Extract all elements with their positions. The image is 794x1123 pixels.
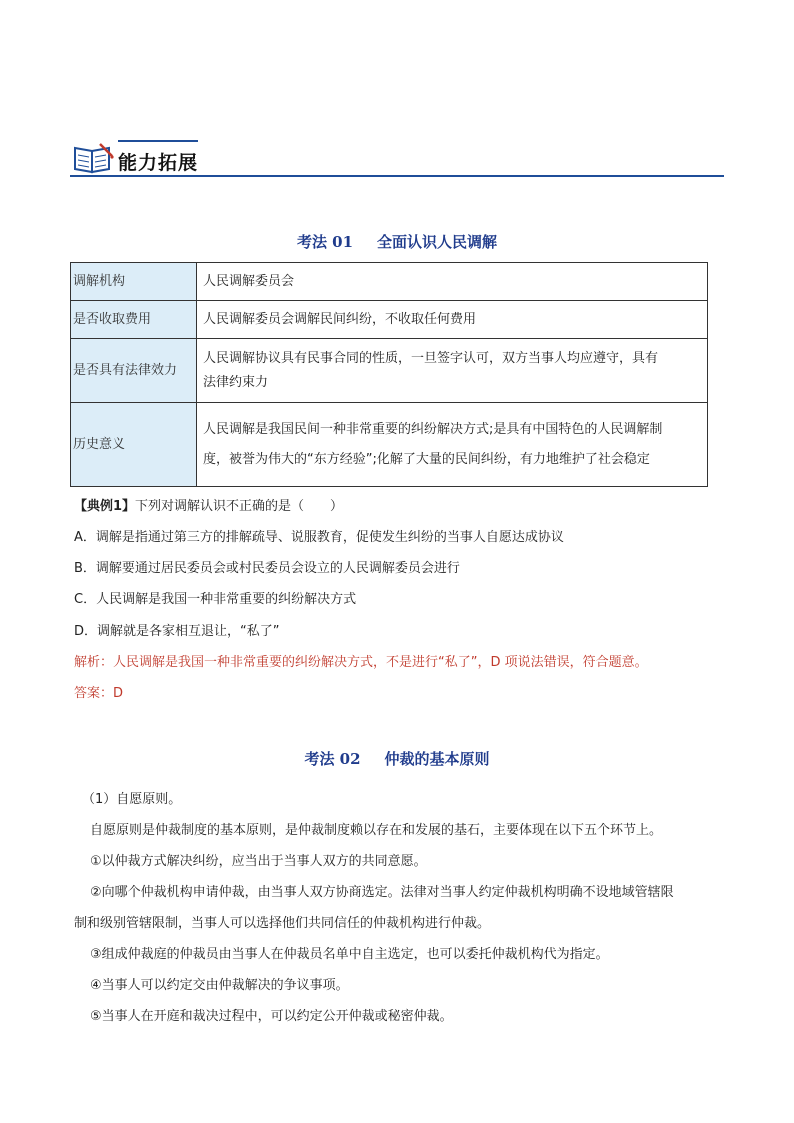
row-value-line: 人民调解协议具有民事合同的性质，一旦签字认可，双方当事人均应遵守，具有 xyxy=(203,350,659,366)
topic-number: 考法 02 xyxy=(304,750,361,768)
principle-item: ②向哪个仲裁机构申请仲裁，由当事人双方协商选定。法律对当事人约定仲裁机构明确不设地域管辖限 xyxy=(90,885,674,900)
principle-item: 制和级别管辖限制，当事人可以选择他们共同信任的仲裁机构进行仲裁。 xyxy=(74,916,491,931)
table-row xyxy=(71,403,708,487)
row-value xyxy=(197,263,708,301)
answer-text: 答案：D xyxy=(74,686,124,701)
section-header xyxy=(70,138,724,178)
book-icon xyxy=(72,142,116,174)
row-value xyxy=(197,339,708,403)
row-value-line: 人民调解委员会 xyxy=(203,273,295,289)
topic-number: 考法 01 xyxy=(296,233,354,251)
mediation-table xyxy=(70,262,708,487)
table-row xyxy=(71,263,708,301)
row-value-line: 法律约束力 xyxy=(203,374,269,390)
question-text: 下列对调解认识不正确的是（ ） xyxy=(135,499,344,514)
option-a: A．调解是指通过第三方的排解疏导、说服教育，促使发生纠纷的当事人自愿达成协议 xyxy=(74,530,564,545)
analysis-text: 解析：人民调解是我国一种非常重要的纠纷解决方式，不是进行“私了”，D 项说法错误，符合题意。 xyxy=(74,655,648,670)
topic-name: 仲裁的基本原则 xyxy=(384,750,490,768)
example-question xyxy=(74,495,343,514)
row-value xyxy=(197,301,708,339)
table-row xyxy=(71,339,708,403)
principle-item: ⑤当事人在开庭和裁决过程中，可以约定公开仲裁或秘密仲裁。 xyxy=(90,1009,453,1024)
option-c: C．人民调解是我国一种非常重要的纠纷解决方式 xyxy=(74,592,357,607)
principle-item: ③组成仲裁庭的仲裁员由当事人在仲裁员名单中自主选定，也可以委托仲裁机构代为指定。 xyxy=(90,947,609,962)
row-value xyxy=(197,403,708,487)
row-label: 调解机构 xyxy=(71,263,197,301)
header-rule xyxy=(70,175,724,177)
row-value-line: 度，被誉为伟大的“东方经验”;化解了大量的民间纠纷，有力地维护了社会稳定 xyxy=(203,451,650,467)
section-title: 能力拓展 xyxy=(118,152,199,174)
option-b: B．调解要通过居民委员会或村民委员会设立的人民调解委员会进行 xyxy=(74,561,460,576)
topic-title-2 xyxy=(0,748,794,769)
topic-title-1 xyxy=(0,231,794,252)
row-value-line: 人民调解委员会调解民间纠纷，不收取任何费用 xyxy=(203,311,477,327)
example-tag: 【典例1】 xyxy=(74,499,136,514)
table-row xyxy=(71,301,708,339)
principle-item: ④当事人可以约定交由仲裁解决的争议事项。 xyxy=(90,978,349,993)
principle-intro: 自愿原则是仲裁制度的基本原则，是仲裁制度赖以存在和发展的基石，主要体现在以下五个环节上。 xyxy=(90,823,663,838)
row-value-line: 人民调解是我国民间一种非常重要的纠纷解决方式;是具有中国特色的人民调解制 xyxy=(203,421,663,437)
row-label: 是否收取费用 xyxy=(71,301,197,339)
header-accent-line xyxy=(118,140,198,142)
row-label: 历史意义 xyxy=(71,403,197,487)
principle-heading: （1）自愿原则。 xyxy=(82,792,182,807)
principle-item: ①以仲裁方式解决纠纷，应当出于当事人双方的共同意愿。 xyxy=(90,854,427,869)
option-d: D．调解就是各家相互退让，“私了” xyxy=(74,624,280,639)
topic-name: 全面认识人民调解 xyxy=(377,233,498,251)
row-label: 是否具有法律效力 xyxy=(71,339,197,403)
